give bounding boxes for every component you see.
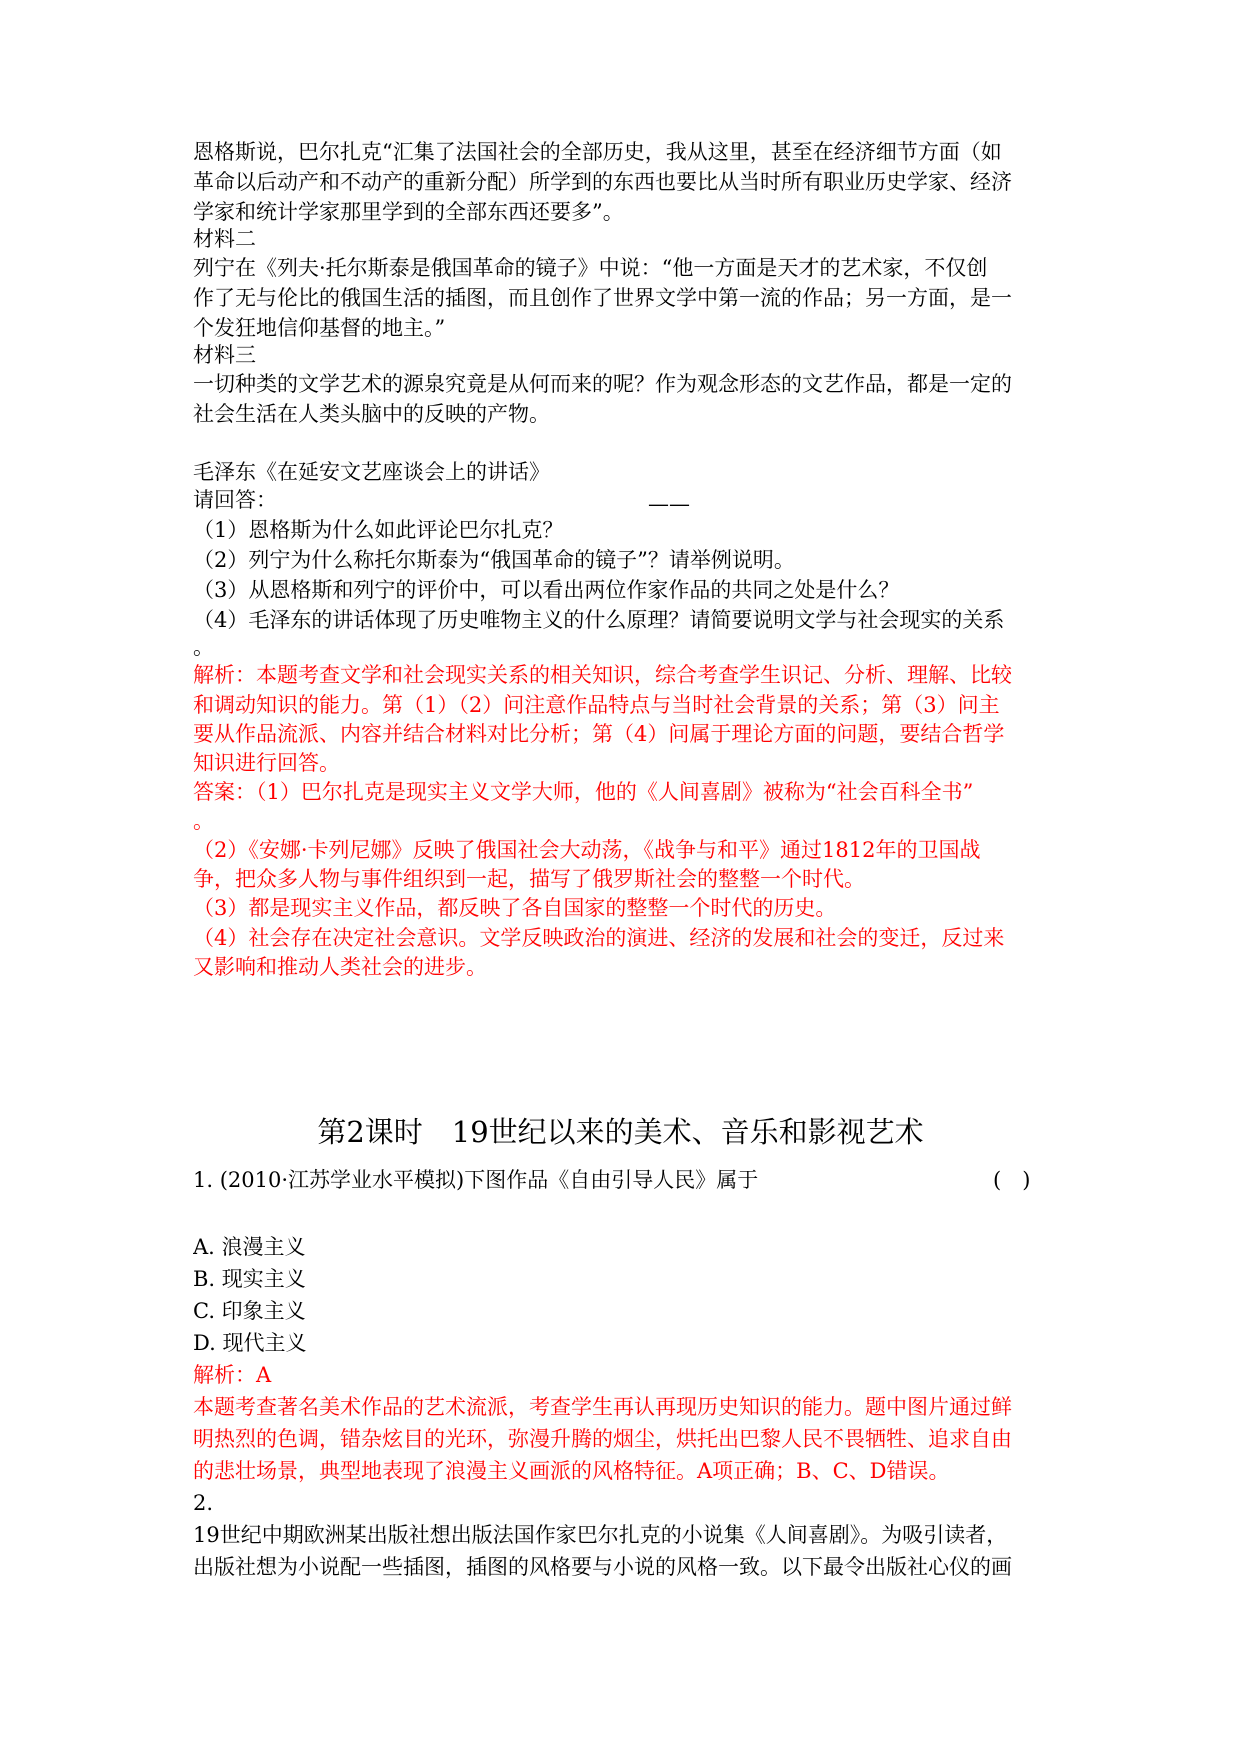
answer-line: 。 [193, 809, 214, 833]
material1-line: 革命以后动产和不动产的重新分配）所学到的东西也要比从当时所有职业历史学家、经济 [193, 170, 1012, 194]
q1-analysis-label: 解析：A [193, 1363, 272, 1387]
material1-line: 恩格斯说，巴尔扎克“汇集了法国社会的全部历史，我从这里，甚至在经济细节方面（如 [193, 140, 1002, 164]
question-item: （4）毛泽东的讲话体现了历史唯物主义的什么原理？请简要说明文学与社会现实的关系 [193, 608, 1005, 632]
material3-source: 毛泽东《在延安文艺座谈会上的讲话》 [193, 460, 550, 484]
question-item: （2）列宁为什么称托尔斯泰为“俄国革命的镜子”？请举例说明。 [193, 548, 795, 572]
answer-line: 答案：（1）巴尔扎克是现实主义文学大师，他的《人间喜剧》被称为“社会百科全书” [193, 780, 974, 804]
analysis-line: 知识进行回答。 [193, 751, 340, 775]
analysis-line: 解析：本题考查文学和社会现实关系的相关知识，综合考查学生识记、分析、理解、比较 [193, 663, 1012, 687]
q2-line: 19世纪中期欧洲某出版社想出版法国作家巴尔扎克的小说集《人间喜剧》。为吸引读者， [193, 1523, 1008, 1547]
material1-line: 学家和统计学家那里学到的全部东西还要多”。 [193, 200, 624, 224]
q1-analysis-line: 的悲壮场景，典型地表现了浪漫主义画派的风格特征。A项正确；B、C、D错误。 [193, 1459, 950, 1483]
answer-line: 又影响和推动人类社会的进步。 [193, 955, 487, 979]
q1-answer-blank: ( ) [993, 1168, 1031, 1192]
q1-analysis-line: 明热烈的色调，错杂炫目的光环，弥漫升腾的烟尘，烘托出巴黎人民不畏牺牲、追求自由 [193, 1427, 1012, 1451]
question-item: （1）恩格斯为什么如此评论巴尔扎克？ [193, 518, 564, 542]
q1-analysis-line: 本题考查著名美术作品的艺术流派，考查学生再认再现历史知识的能力。题中图片通过鲜 [193, 1395, 1012, 1419]
analysis-line: 要从作品流派、内容并结合材料对比分析；第（4）问属于理论方面的问题，要结合哲学 [193, 722, 1005, 746]
answer-line: 争，把众多人物与事件组织到一起，描写了俄罗斯社会的整整一个时代。 [193, 867, 865, 891]
question-item: （3）从恩格斯和列宁的评价中，可以看出两位作家作品的共同之处是什么？ [193, 578, 900, 602]
q2-number: 2. [193, 1491, 214, 1515]
citation-dash: —— [648, 492, 690, 516]
material2-line: 个发狂地信仰基督的地主。” [193, 316, 446, 340]
q1-stem: 1. (2010·江苏学业水平模拟)下图作品《自由引导人民》属于 [193, 1168, 759, 1192]
q2-line: 出版社想为小说配一些插图，插图的风格要与小说的风格一致。以下最令出版社心仪的画 [193, 1555, 1012, 1579]
analysis-line: 和调动知识的能力。第（1）（2）问注意作品特点与当时社会背景的关系；第（3）问主 [193, 693, 1000, 717]
material2-line: 作了无与伦比的俄国生活的插图，而且创作了世界文学中第一流的作品；另一方面，是一 [193, 286, 1012, 310]
questions-prompt: 请回答： [193, 488, 277, 512]
material2-heading: 材料二 [193, 227, 256, 251]
material3-line: 一切种类的文学艺术的源泉究竟是从何而来的呢？作为观念形态的文艺作品，都是一定的 [193, 372, 1012, 396]
answer-line: （4）社会存在决定社会意识。文学反映政治的演进、经济的发展和社会的变迁，反过来 [193, 926, 1005, 950]
answer-line: （2）《安娜·卡列尼娜》反映了俄国社会大动荡，《战争与和平》通过1812年的卫国战 [193, 838, 981, 862]
material3-heading: 材料三 [193, 343, 256, 367]
q1-option-c: C. 印象主义 [193, 1299, 306, 1323]
question-item: 。 [193, 635, 214, 659]
material3-line: 社会生活在人类头脑中的反映的产物。 [193, 402, 550, 426]
q1-option-d: D. 现代主义 [193, 1331, 307, 1355]
material2-line: 列宁在《列夫·托尔斯泰是俄国革命的镜子》中说：“他一方面是天才的艺术家，不仅创 [193, 256, 988, 280]
section-title: 第2课时 19世纪以来的美术、音乐和影视艺术 [317, 1115, 924, 1149]
answer-line: （3）都是现实主义作品，都反映了各自国家的整整一个时代的历史。 [193, 896, 837, 920]
q1-option-b: B. 现实主义 [193, 1267, 306, 1291]
q1-option-a: A. 浪漫主义 [193, 1235, 306, 1259]
